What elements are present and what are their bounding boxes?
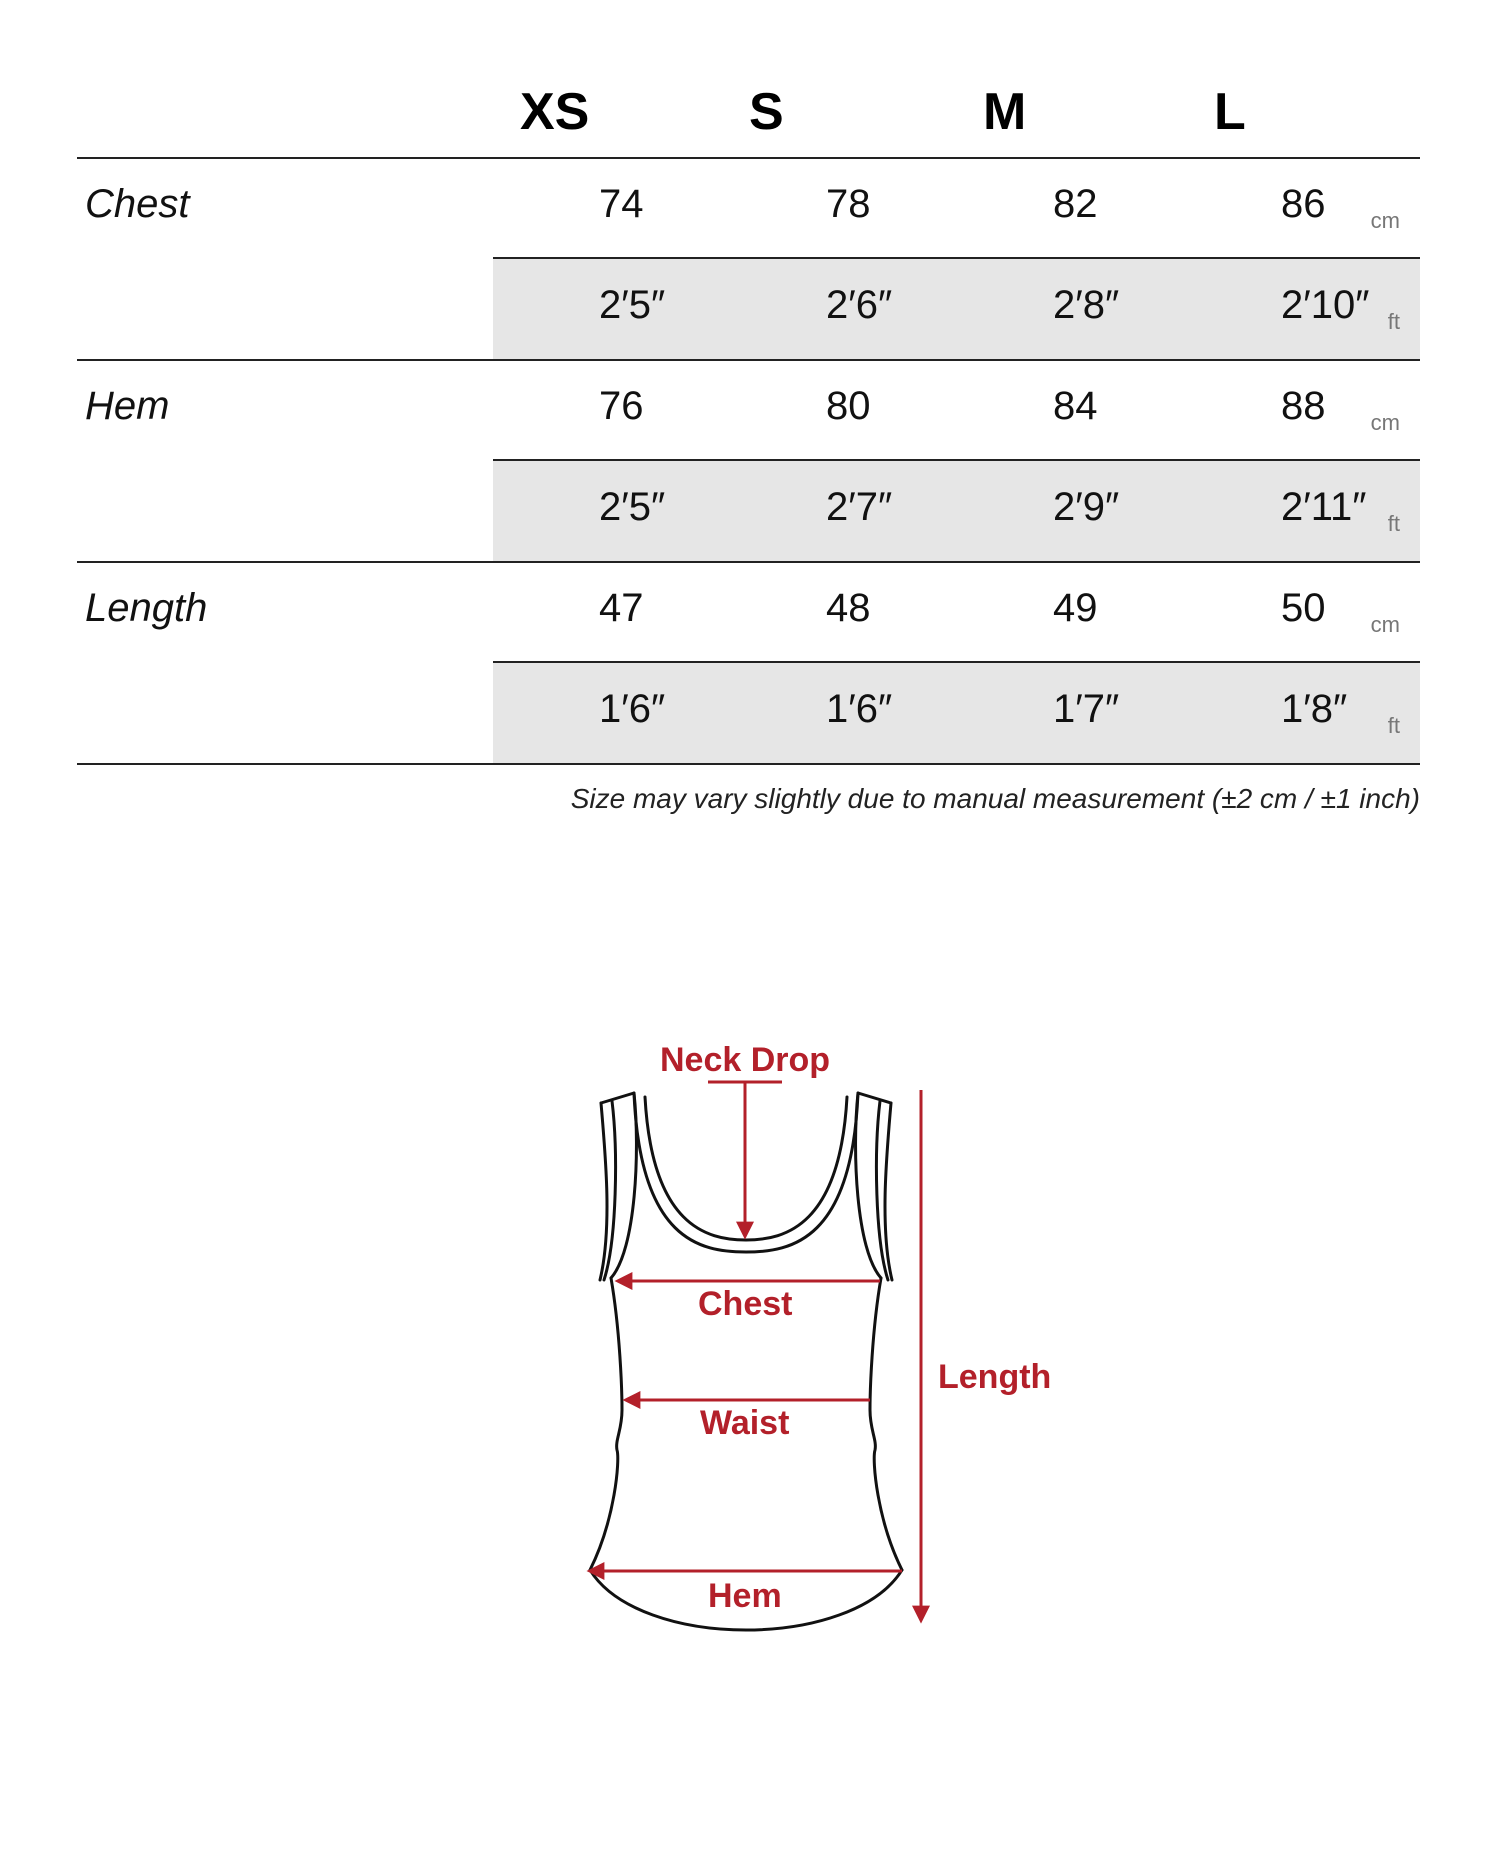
value-cell: 2′10″ (1281, 283, 1370, 327)
value-cell: 84 (1053, 384, 1098, 428)
value-cell: 2′7″ (826, 485, 893, 529)
unit-label: cm (1370, 612, 1400, 637)
size-m: M (983, 83, 1027, 141)
size-xs: XS (520, 83, 590, 141)
value-cell: 47 (599, 586, 644, 630)
size-l: L (1214, 83, 1246, 141)
value-cell: 2′5″ (599, 283, 666, 327)
measurement-note: Size may vary slightly due to manual measurement (±2 cm / ±1 inch) (570, 783, 1420, 814)
unit-label: ft (1387, 713, 1400, 738)
waist-label: Waist (700, 1404, 790, 1442)
unit-label: ft (1387, 309, 1400, 334)
unit-label: cm (1370, 410, 1400, 435)
value-cell: 86 (1281, 182, 1326, 226)
value-cell: 74 (599, 182, 644, 226)
value-cell: 78 (826, 182, 871, 226)
value-cell: 76 (599, 384, 644, 428)
neck-drop-label: Neck Drop (660, 1041, 831, 1079)
value-cell: 1′8″ (1281, 687, 1348, 731)
value-cell: 2′8″ (1053, 283, 1120, 327)
chest-label: Chest (698, 1285, 793, 1323)
value-cell: 49 (1053, 586, 1098, 630)
unit-label: ft (1387, 511, 1400, 536)
value-cell: 88 (1281, 384, 1326, 428)
value-cell: 2′5″ (599, 485, 666, 529)
hem-label: Hem (708, 1577, 782, 1615)
measure-label: Chest (85, 182, 190, 226)
value-cell: 2′6″ (826, 283, 893, 327)
value-cell: 1′6″ (599, 687, 666, 731)
measure-label: Length (85, 586, 208, 630)
value-cell: 50 (1281, 586, 1326, 630)
value-cell: 1′7″ (1053, 687, 1120, 731)
value-cell: 2′11″ (1281, 485, 1367, 529)
value-cell: 2′9″ (1053, 485, 1120, 529)
length-label: Length (938, 1358, 1052, 1396)
value-cell: 80 (826, 384, 871, 428)
measure-label: Hem (85, 384, 170, 428)
value-cell: 48 (826, 586, 871, 630)
value-cell: 82 (1053, 182, 1098, 226)
unit-label: cm (1370, 208, 1400, 233)
size-s: S (749, 83, 784, 141)
value-cell: 1′6″ (826, 687, 893, 731)
